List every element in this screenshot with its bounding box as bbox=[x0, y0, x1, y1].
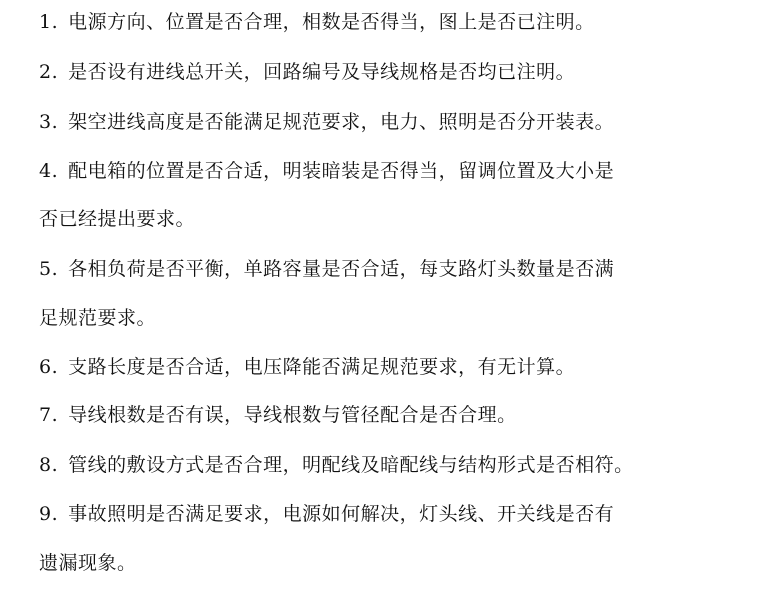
list-item-continuation bbox=[39, 551, 137, 575]
list-item bbox=[39, 10, 595, 34]
item-number: 7. bbox=[39, 404, 59, 426]
item-number: 3. bbox=[39, 111, 59, 133]
item-text: 事故照明是否满足要求，电源如何解决，灯头线、开关线是否有 bbox=[68, 503, 615, 525]
item-number: 6. bbox=[39, 356, 59, 378]
list-item bbox=[39, 355, 575, 379]
item-number: 2. bbox=[39, 61, 59, 83]
list-item bbox=[39, 403, 517, 427]
item-number: 8. bbox=[39, 454, 59, 476]
item-number: 1. bbox=[39, 11, 59, 33]
item-text-continuation: 否已经提出要求。 bbox=[39, 208, 196, 230]
list-item-continuation bbox=[39, 306, 156, 330]
item-text: 配电箱的位置是否合适，明装暗装是否得当，留调位置及大小是 bbox=[68, 160, 615, 182]
item-text: 电源方向、位置是否合理，相数是否得当，图上是否已注明。 bbox=[68, 11, 595, 33]
item-text: 各相负荷是否平衡，单路容量是否合适，每支路灯头数量是否满 bbox=[68, 258, 615, 280]
item-number: 5. bbox=[39, 258, 59, 280]
list-item bbox=[39, 257, 614, 281]
list-item bbox=[39, 110, 614, 134]
item-text: 架空进线高度是否能满足规范要求，电力、照明是否分开装表。 bbox=[68, 111, 615, 133]
item-number: 4. bbox=[39, 160, 59, 182]
item-text: 支路长度是否合适，电压降能否满足规范要求，有无计算。 bbox=[68, 356, 576, 378]
item-number: 9. bbox=[39, 503, 59, 525]
list-item-continuation bbox=[39, 207, 195, 231]
list-item bbox=[39, 159, 614, 183]
item-text: 是否设有进线总开关，回路编号及导线规格是否均已注明。 bbox=[68, 61, 576, 83]
list-item bbox=[39, 502, 614, 526]
item-text: 导线根数是否有误，导线根数与管径配合是否合理。 bbox=[68, 404, 517, 426]
list-item bbox=[39, 60, 575, 84]
list-item bbox=[39, 453, 634, 477]
item-text-continuation: 足规范要求。 bbox=[39, 307, 157, 329]
item-text: 管线的敷设方式是否合理，明配线及暗配线与结构形式是否相符。 bbox=[68, 454, 634, 476]
item-text-continuation: 遗漏现象。 bbox=[39, 552, 137, 574]
